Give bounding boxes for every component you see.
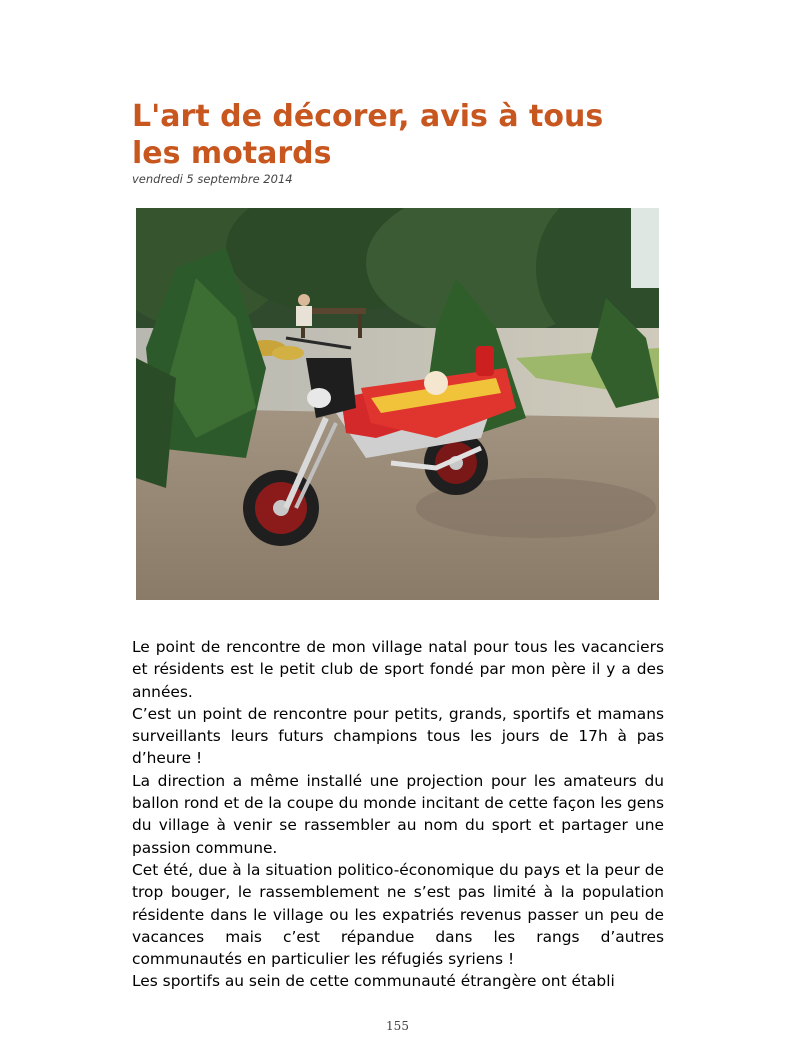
paragraph: Le point de rencontre de mon village natal pour tous les vacanciers et résidents est le petit club de sport fondé par mon père il y a des années. <box>132 638 664 701</box>
paragraph: Les sportifs au sein de cette communauté étrangère ont établi <box>132 972 615 991</box>
article-date: vendredi 5 septembre 2014 <box>132 172 293 186</box>
page-number: 155 <box>386 1019 409 1033</box>
paragraph: La direction a même installé une projection pour les amateurs du ballon rond et de la coupe du monde incitant de cette façon les gens du village à venir se rassembler au nom du sport et partager une passion commune. <box>132 771 664 857</box>
motorcycle-photo <box>136 208 659 600</box>
article-body <box>132 636 664 993</box>
article-title: L'art de décorer, avis à tous les motards <box>132 99 604 171</box>
paragraph: Cet été, due à la situation politico-économique du pays et la peur de trop bouger, le rassemblement ne s’est pas limité à la population résidente dans le village ou les expatriés revenus passer un peu de vacances mais c’est répandue dans les rangs d’autres communautés en particulier les réfugiés syriens ! <box>132 860 664 969</box>
paragraph: C’est un point de rencontre pour petits, grands, sportifs et mamans surveillants leurs futurs champions tous les jours de 17h à pas d’heure ! <box>132 704 664 768</box>
